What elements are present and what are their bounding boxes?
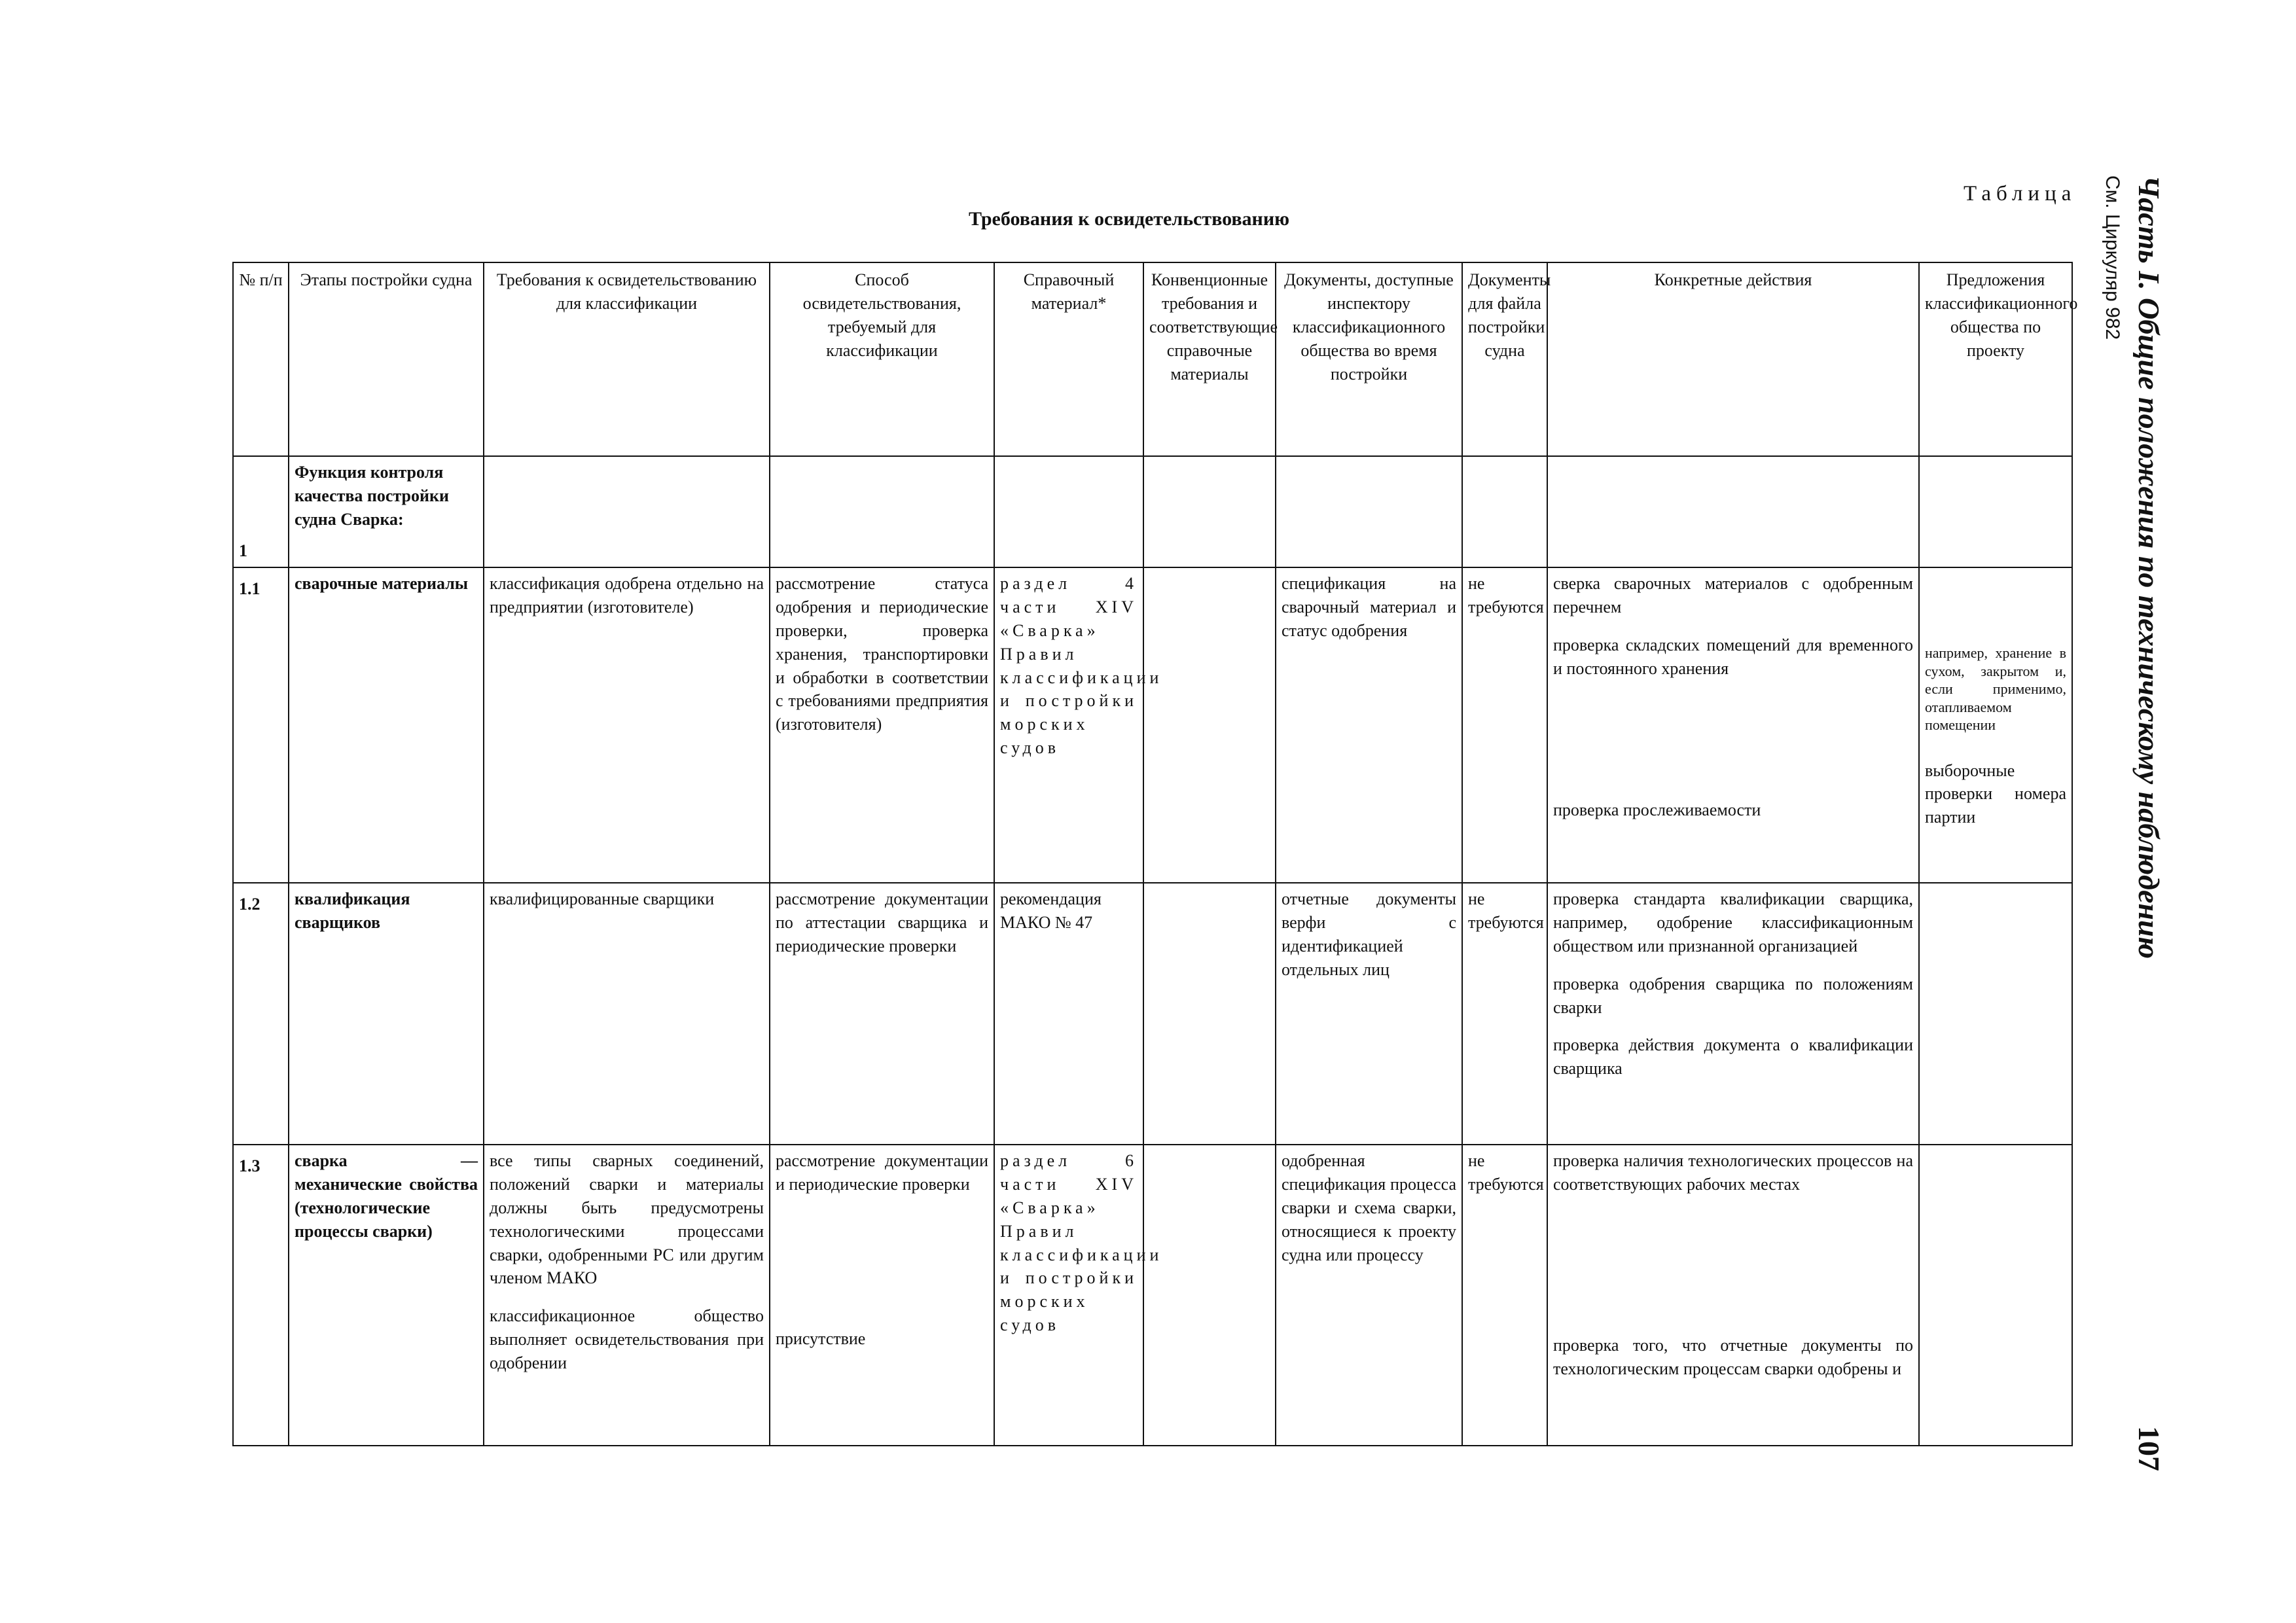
stage-cell: сварочные материалы <box>289 567 484 883</box>
action-text: проверка действия документа о квалификации сварщика <box>1553 1035 1913 1079</box>
method-cell: рассмотрение статуса одобрения и периодические проверки, проверка хранения, транспортировки и обработки в соответствии с требованиями предприятия (изготовителя) <box>770 567 994 883</box>
row-number: 1.1 <box>233 567 289 883</box>
survey-requirements-table <box>232 262 2078 1446</box>
action-text: проверка наличия технологических процессов на соответствующих рабочих местах <box>1553 1151 1913 1194</box>
actions-cell <box>1547 883 1919 1145</box>
proposals-cell <box>1919 1145 2072 1446</box>
requirement-cell: квалифицированные сварщики <box>484 883 770 1145</box>
header-cell: Этапы постройки судна <box>289 262 484 456</box>
action-text: проверка складских помещений для временного и постоянного хранения <box>1553 635 1913 678</box>
table-title: Требования к освидетельствованию <box>969 208 1290 230</box>
action-text: сверка сварочных материалов с одобренным перечнем <box>1553 574 1913 616</box>
convention-cell <box>1143 1145 1276 1446</box>
action-text: проверка одобрения сварщика по положениям сварки <box>1553 974 1913 1017</box>
requirement-text: классификационное общество выполняет освидетельствования при одобрении <box>490 1306 764 1372</box>
section-title: Часть I. Общие положения по техническому наблюдению <box>2132 175 2166 959</box>
reference-cell: рекомендация МАКО № 47 <box>994 883 1143 1145</box>
stage-cell: Функция контроля качества постройки судна Сварка: <box>289 456 484 567</box>
table-row <box>233 567 2072 883</box>
header-cell: № п/п <box>233 262 289 456</box>
header-cell: Конкретные действия <box>1547 262 1919 456</box>
stage-cell: сварка — механические свойства (технологические процессы сварки) <box>289 1145 484 1446</box>
header-cell: Документы для файла постройки судна <box>1462 262 1547 456</box>
running-header <box>2127 175 2166 1471</box>
requirement-cell: классификация одобрена отдельно на предприятии (изготовителе) <box>484 567 770 883</box>
convention-cell <box>1143 567 1276 883</box>
actions-cell <box>1547 1145 1919 1446</box>
method-text: рассмотрение документации и периодические проверки <box>776 1151 988 1194</box>
action-text: проверка прослеживаемости <box>1553 800 1761 819</box>
documents-cell: спецификация на сварочный материал и статус одобрения <box>1276 567 1462 883</box>
method-cell <box>770 1145 994 1446</box>
header-row <box>233 262 2072 456</box>
side-margin <box>2088 175 2166 1471</box>
stage-cell: квалификация сварщиков <box>289 883 484 1145</box>
table-row <box>233 883 2072 1145</box>
proposal-text: выборочные проверки номера партии <box>1925 760 2066 827</box>
proposals-cell <box>1919 567 2072 883</box>
reference-cell: раздел 6 части XIV «Сварка» Правил классификации и постройки морских судов <box>994 1145 1143 1446</box>
row-number: 1.3 <box>233 1145 289 1446</box>
header-cell: Справочный материал* <box>994 262 1143 456</box>
proposals-cell <box>1919 883 2072 1145</box>
requirement-cell <box>484 1145 770 1446</box>
documents-cell: отчетные документы верфи с идентификацией отдельных лиц <box>1276 883 1462 1145</box>
table-row <box>233 456 2072 567</box>
reference-cell: раздел 4 части XIV «Сварка» Правил классификации и постройки морских судов <box>994 567 1143 883</box>
file-docs-cell: не требуются <box>1462 883 1547 1145</box>
page-number: 107 <box>2132 1426 2166 1471</box>
row-number: 1.2 <box>233 883 289 1145</box>
circular-reference: См. Циркуляр 982 <box>2102 175 2123 340</box>
method-cell: рассмотрение документации по аттестации сварщика и периодические проверки <box>770 883 994 1145</box>
file-docs-cell: не требуются <box>1462 1145 1547 1446</box>
table-row <box>233 1145 2072 1446</box>
file-docs-cell: не требуются <box>1462 567 1547 883</box>
documents-cell: одобренная спецификация процесса сварки и схема сварки, относящиеся к проекту судна или процессу <box>1276 1145 1462 1446</box>
header-cell: Требования к освидетельствованию для классификации <box>484 262 770 456</box>
row-number: 1 <box>233 456 289 567</box>
header-cell: Предложения классификационного общества по проекту <box>1919 262 2072 456</box>
header-cell: Способ освидетельствования, требуемый для классификации <box>770 262 994 456</box>
actions-cell <box>1547 567 1919 883</box>
header-cell: Документы, доступные инспектору классификационного общества во время постройки <box>1276 262 1462 456</box>
action-text: проверка того, что отчетные документы по технологическим процессам сварки одобрены и <box>1553 1335 1913 1378</box>
action-text: проверка стандарта квалификации сварщика, например, одобрение классификационным обществом или признанной организацией <box>1553 889 1913 955</box>
method-text: присутствие <box>776 1329 866 1348</box>
header-cell: Конвенционные требования и соответствующие справочные материалы <box>1143 262 1276 456</box>
table-word: Таблица <box>1964 182 2077 205</box>
proposal-text: например, хранение в сухом, закрытом и, если применимо, отапливаемом помещении <box>1925 645 2066 733</box>
requirement-text: все типы сварных соединений, положений сварки и материалы должны быть предусмотрены технологическими процессами сварки, одобренными РС или другим членом МАКО <box>490 1151 764 1288</box>
convention-cell <box>1143 883 1276 1145</box>
